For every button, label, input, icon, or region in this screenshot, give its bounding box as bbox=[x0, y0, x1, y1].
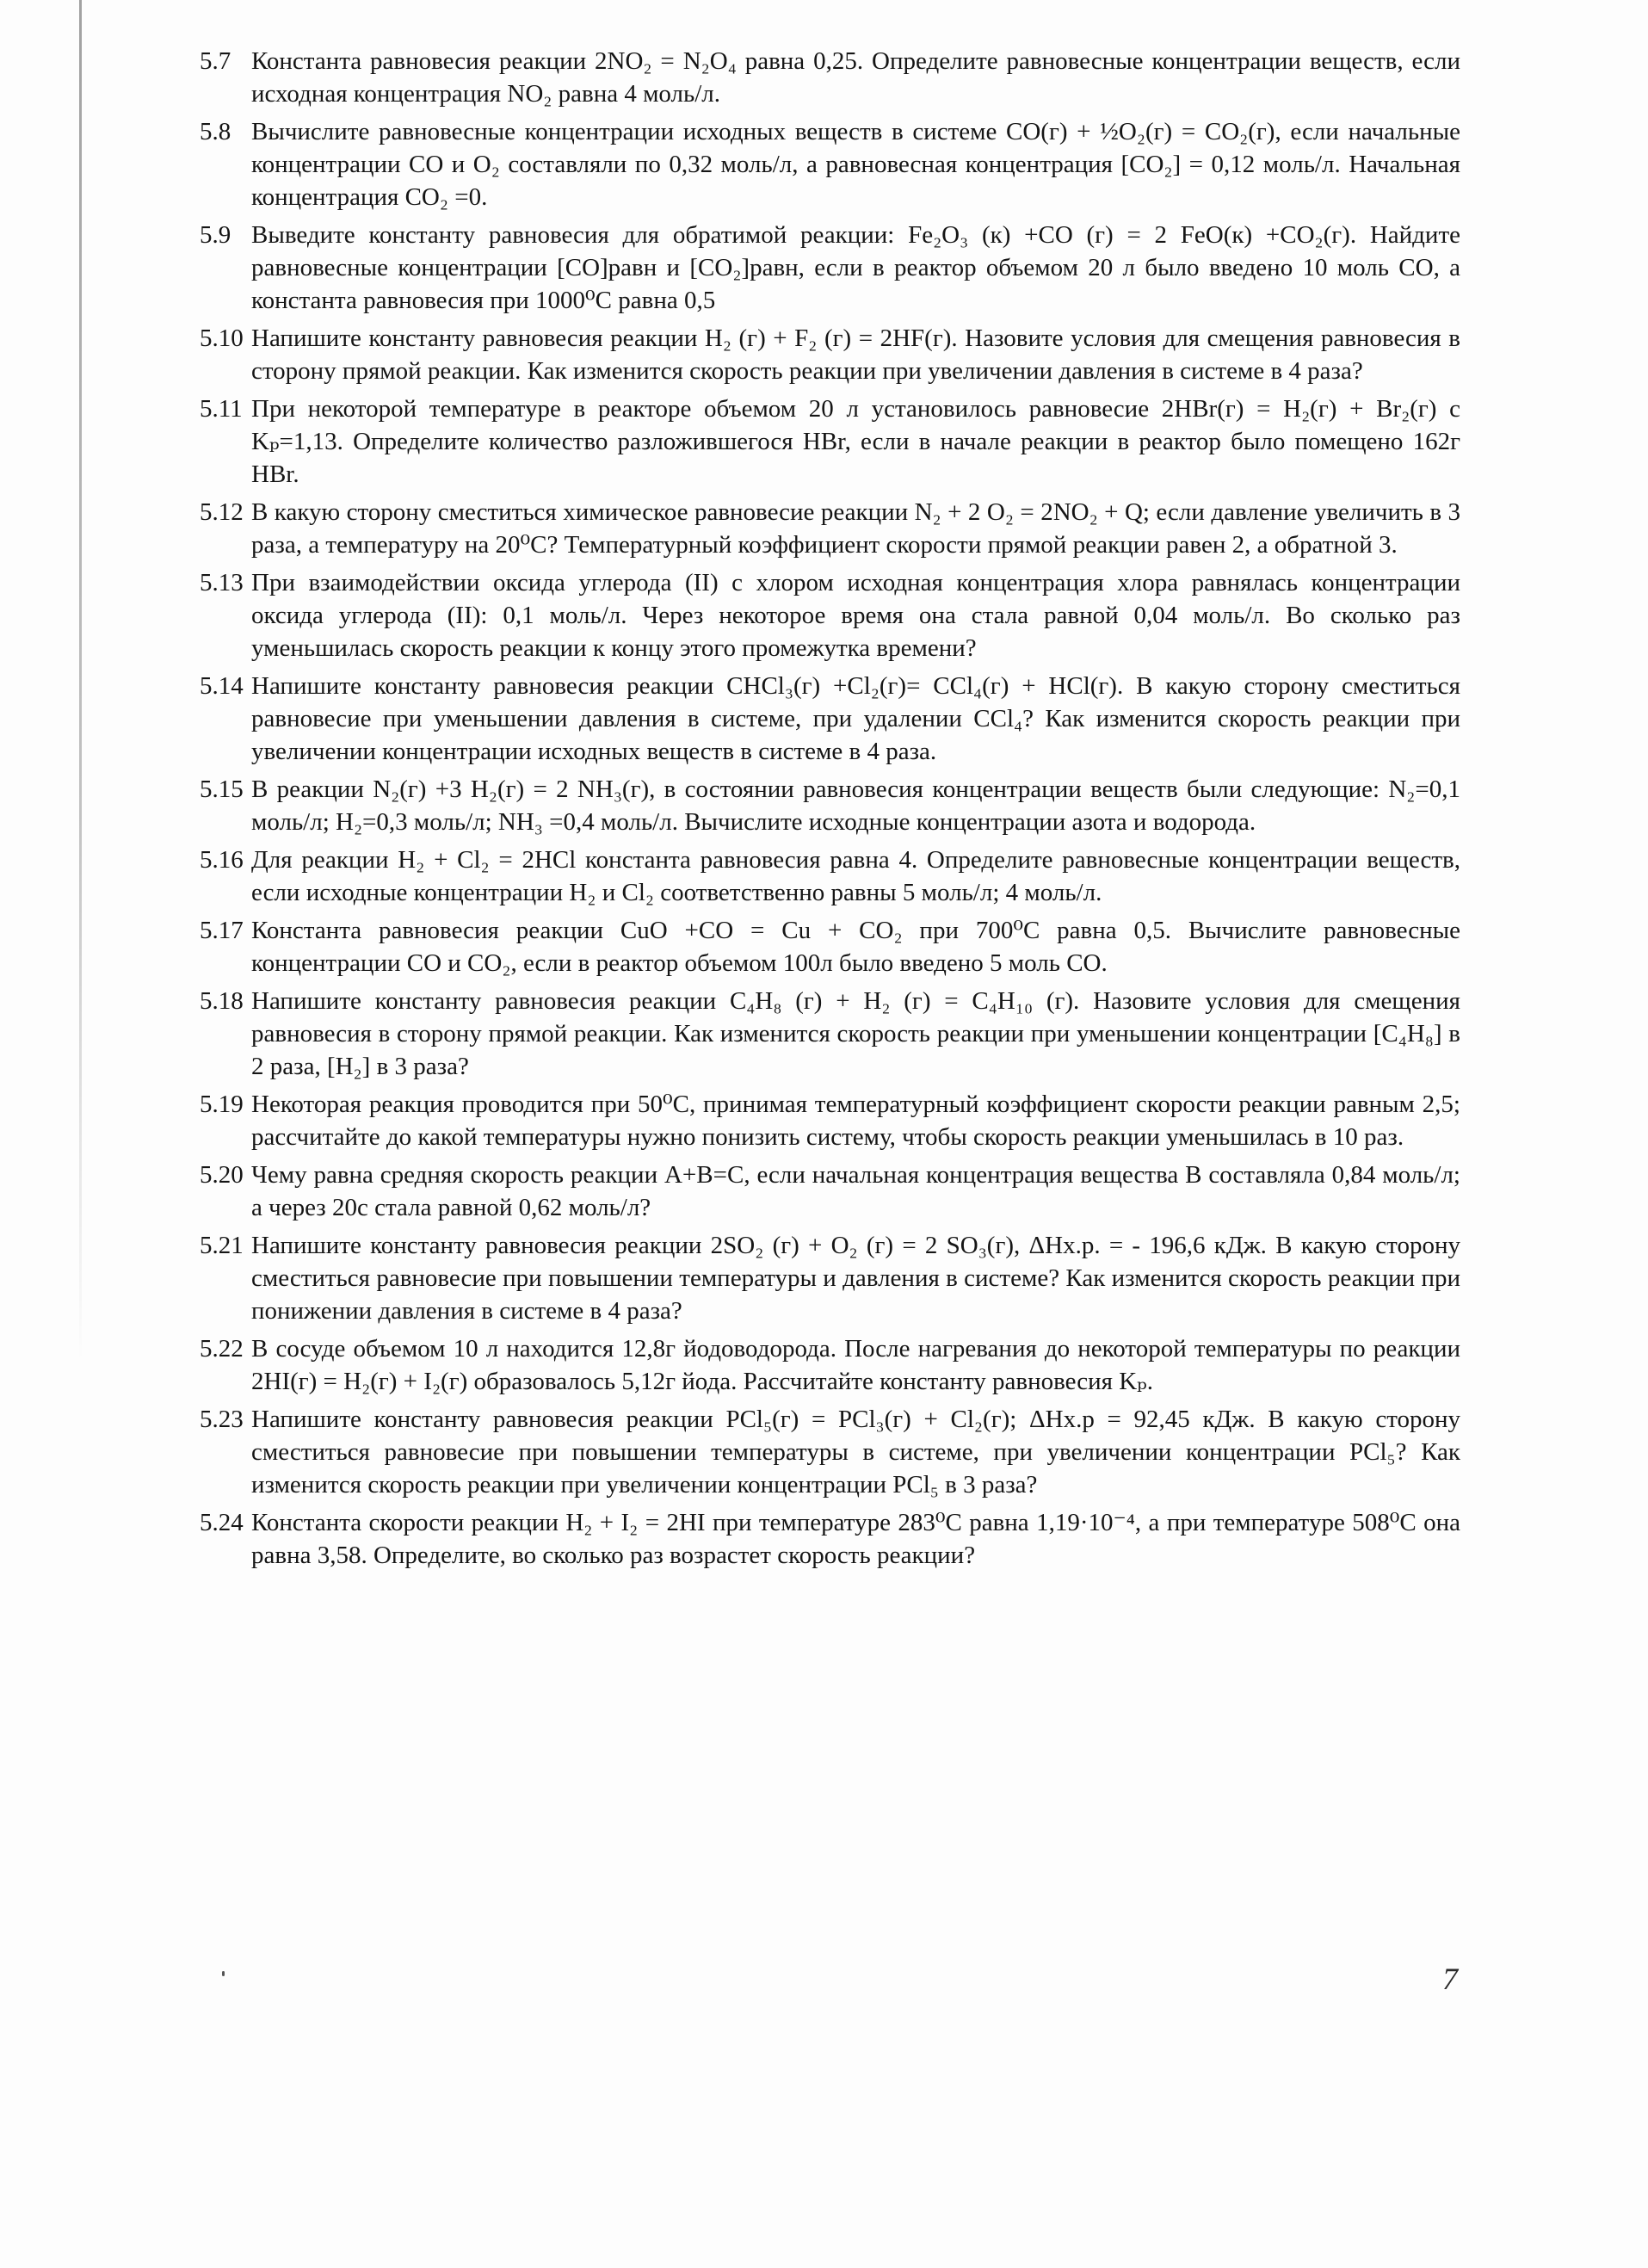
problem-item bbox=[200, 1229, 1460, 1327]
problem-item bbox=[200, 219, 1460, 317]
problem-item bbox=[200, 985, 1460, 1083]
problem-item bbox=[200, 1403, 1460, 1501]
problem-item bbox=[200, 115, 1460, 213]
problem-item bbox=[200, 1332, 1460, 1398]
problem-item bbox=[200, 566, 1460, 664]
problem-text: При взаимодействии оксида углерода (II) с хлором исходная концентрация хлора равнялась концентрации оксида углерода (II): 0,1 моль/л. Через некоторое время она стала равной 0,04 моль/л. Во сколько раз уменьшилась скорость реакции к концу этого промежутка времени? bbox=[251, 569, 1460, 662]
problem-text: В какую сторону сместиться химическое равновесие реакции N₂ + 2 O₂ = 2NO₂ + Q; если давление увеличить в 3 раза, а температуру на 20⁰C? Температурный коэффициент скорости прямой реакции равен 2, а обратной 3. bbox=[251, 498, 1460, 559]
problem-number: 5.8 bbox=[200, 118, 231, 145]
problem-text: Константа скорости реакции H₂ + I₂ = 2HI при температуре 283⁰C равна 1,19·10⁻⁴, а при температуре 508⁰C она равна 3,58. Определите, во сколько раз возрастет скорость реакции? bbox=[251, 1509, 1460, 1569]
problem-text: Константа равновесия реакции 2NO₂ = N₂O₄ равна 0,25. Определите равновесные концентрации веществ, если исходная концентрация NO₂ равна 4 моль/л. bbox=[251, 47, 1460, 108]
problem-item bbox=[200, 45, 1460, 110]
problem-number: 5.24 bbox=[200, 1509, 244, 1536]
problem-number: 5.15 bbox=[200, 776, 244, 803]
problem-text: Константа равновесия реакции CuO +CO = Cu + CO₂ при 700⁰C равна 0,5. Вычислите равновесные концентрации CO и CO₂, если в реактор объемом 100л было введено 5 моль CO. bbox=[251, 917, 1460, 977]
problem-item bbox=[200, 322, 1460, 387]
problem-text: Напишите константу равновесия реакции PCl₅(г) = PCl₃(г) + Cl₂(г); ΔHх.р = 92,45 кДж. В какую сторону сместиться равновесие при повышении температуры в системе, при увеличении концентрации PCl₅? Как изменится скорость реакции при увеличении концентрации PCl₅ в 3 раза? bbox=[251, 1406, 1460, 1499]
problem-number: 5.21 bbox=[200, 1232, 244, 1259]
problem-item bbox=[200, 670, 1460, 768]
problem-item bbox=[200, 914, 1460, 980]
problem-item bbox=[200, 1159, 1460, 1224]
problem-item bbox=[200, 496, 1460, 561]
problem-number: 5.20 bbox=[200, 1161, 244, 1189]
problem-number: 5.18 bbox=[200, 987, 244, 1015]
problem-text: Для реакции H₂ + Cl₂ = 2HCl константа равновесия равна 4. Определите равновесные концентрации веществ, если исходные концентрации H₂ и Cl₂ соответственно равны 5 моль/л; 4 моль/л. bbox=[251, 846, 1460, 906]
scan-speck bbox=[222, 1971, 225, 1976]
page-number: 7 bbox=[1442, 1962, 1458, 1996]
problem-number: 5.10 bbox=[200, 324, 244, 352]
problem-text: Некоторая реакция проводится при 50⁰C, принимая температурный коэффициент скорости реакции равным 2,5; рассчитайте до какой температуры нужно понизить систему, чтобы скорость реакции уменьшилась в 10 раз. bbox=[251, 1091, 1460, 1151]
problem-text: В реакции N₂(г) +3 H₂(г) = 2 NH₃(г), в состоянии равновесия концентрации веществ были следующие: N₂=0,1 моль/л; H₂=0,3 моль/л; NH₃ =0,4 моль/л. Вычислите исходные концентрации азота и водорода. bbox=[251, 776, 1460, 836]
problem-item bbox=[200, 392, 1460, 491]
problem-text: Напишите константу равновесия реакции 2SO₂ (г) + O₂ (г) = 2 SO₃(г), ΔHх.р. = - 196,6 кДж. В какую сторону сместиться равновесие при повышении температуры и давления в системе? Как изменится скорость реакции при понижении давления в системе в 4 раза? bbox=[251, 1232, 1460, 1325]
problem-item bbox=[200, 1088, 1460, 1153]
problem-text: Напишите константу равновесия реакции C₄H₈ (г) + H₂ (г) = C₄H₁₀ (г). Назовите условия для смещения равновесия в сторону прямой реакции. Как изменится скорость реакции при уменьшении концентрации [C₄H₈] в 2 раза, [H₂] в 3 раза? bbox=[251, 987, 1460, 1080]
scan-edge-line bbox=[79, 0, 82, 1360]
problem-number: 5.12 bbox=[200, 498, 244, 526]
problem-text: При некоторой температуре в реакторе объемом 20 л установилось равновесие 2HBr(г) = H₂(г) + Br₂(г) с Kₚ=1,13. Определите количество разложившегося HBr, если в начале реакции в реактор было помещено 162г HBr. bbox=[251, 395, 1460, 488]
problem-text: Вычислите равновесные концентрации исходных веществ в системе CO(г) + ½O₂(г) = CO₂(г), если начальные концентрации CO и O₂ составляли по 0,32 моль/л, а равновесная концентрация [CO₂] = 0,12 моль/л. Начальная концентрация CO₂ =0. bbox=[251, 118, 1460, 211]
problem-number: 5.22 bbox=[200, 1335, 244, 1363]
problem-number: 5.7 bbox=[200, 47, 231, 75]
problem-text: Напишите константу равновесия реакции CHCl₃(г) +Cl₂(г)= CCl₄(г) + HCl(г). В какую сторону сместиться равновесие при уменьшении давления в системе, при удалении CCl₄? Как изменится скорость реакции при увеличении концентрации исходных веществ в системе в 4 раза. bbox=[251, 672, 1460, 765]
problem-text: Выведите константу равновесия для обратимой реакции: Fe₂O₃ (к) +CO (г) = 2 FeO(к) +CO₂(г). Найдите равновесные концентрации [CO]равн и [CO₂]равн, если в реактор объемом 20 л было введено 10 моль CO, а константа равновесия при 1000⁰C равна 0,5 bbox=[251, 221, 1460, 314]
problem-item bbox=[200, 844, 1460, 909]
problem-number: 5.19 bbox=[200, 1091, 244, 1118]
problem-text: Напишите константу равновесия реакции H₂ (г) + F₂ (г) = 2HF(г). Назовите условия для смещения равновесия в сторону прямой реакции. Как изменится скорость реакции при увеличении давления в системе в 4 раза? bbox=[251, 324, 1460, 385]
problem-list bbox=[200, 45, 1460, 1577]
problem-text: В сосуде объемом 10 л находится 12,8г йодоводорода. После нагревания до некоторой температуры по реакции 2HI(г) = H₂(г) + I₂(г) образовалось 5,12г йода. Рассчитайте константу равновесия Kₚ. bbox=[251, 1335, 1460, 1395]
problem-item bbox=[200, 1506, 1460, 1572]
problem-number: 5.14 bbox=[200, 672, 244, 700]
problem-text: Чему равна средняя скорость реакции A+B=C, если начальная концентрация вещества B составляла 0,84 моль/л; а через 20с стала равной 0,62 моль/л? bbox=[251, 1161, 1460, 1221]
problem-item bbox=[200, 773, 1460, 838]
problem-number: 5.11 bbox=[200, 395, 243, 423]
problem-number: 5.16 bbox=[200, 846, 244, 874]
problem-number: 5.23 bbox=[200, 1406, 244, 1433]
problem-number: 5.13 bbox=[200, 569, 244, 596]
problem-number: 5.17 bbox=[200, 917, 244, 944]
problem-number: 5.9 bbox=[200, 221, 231, 249]
